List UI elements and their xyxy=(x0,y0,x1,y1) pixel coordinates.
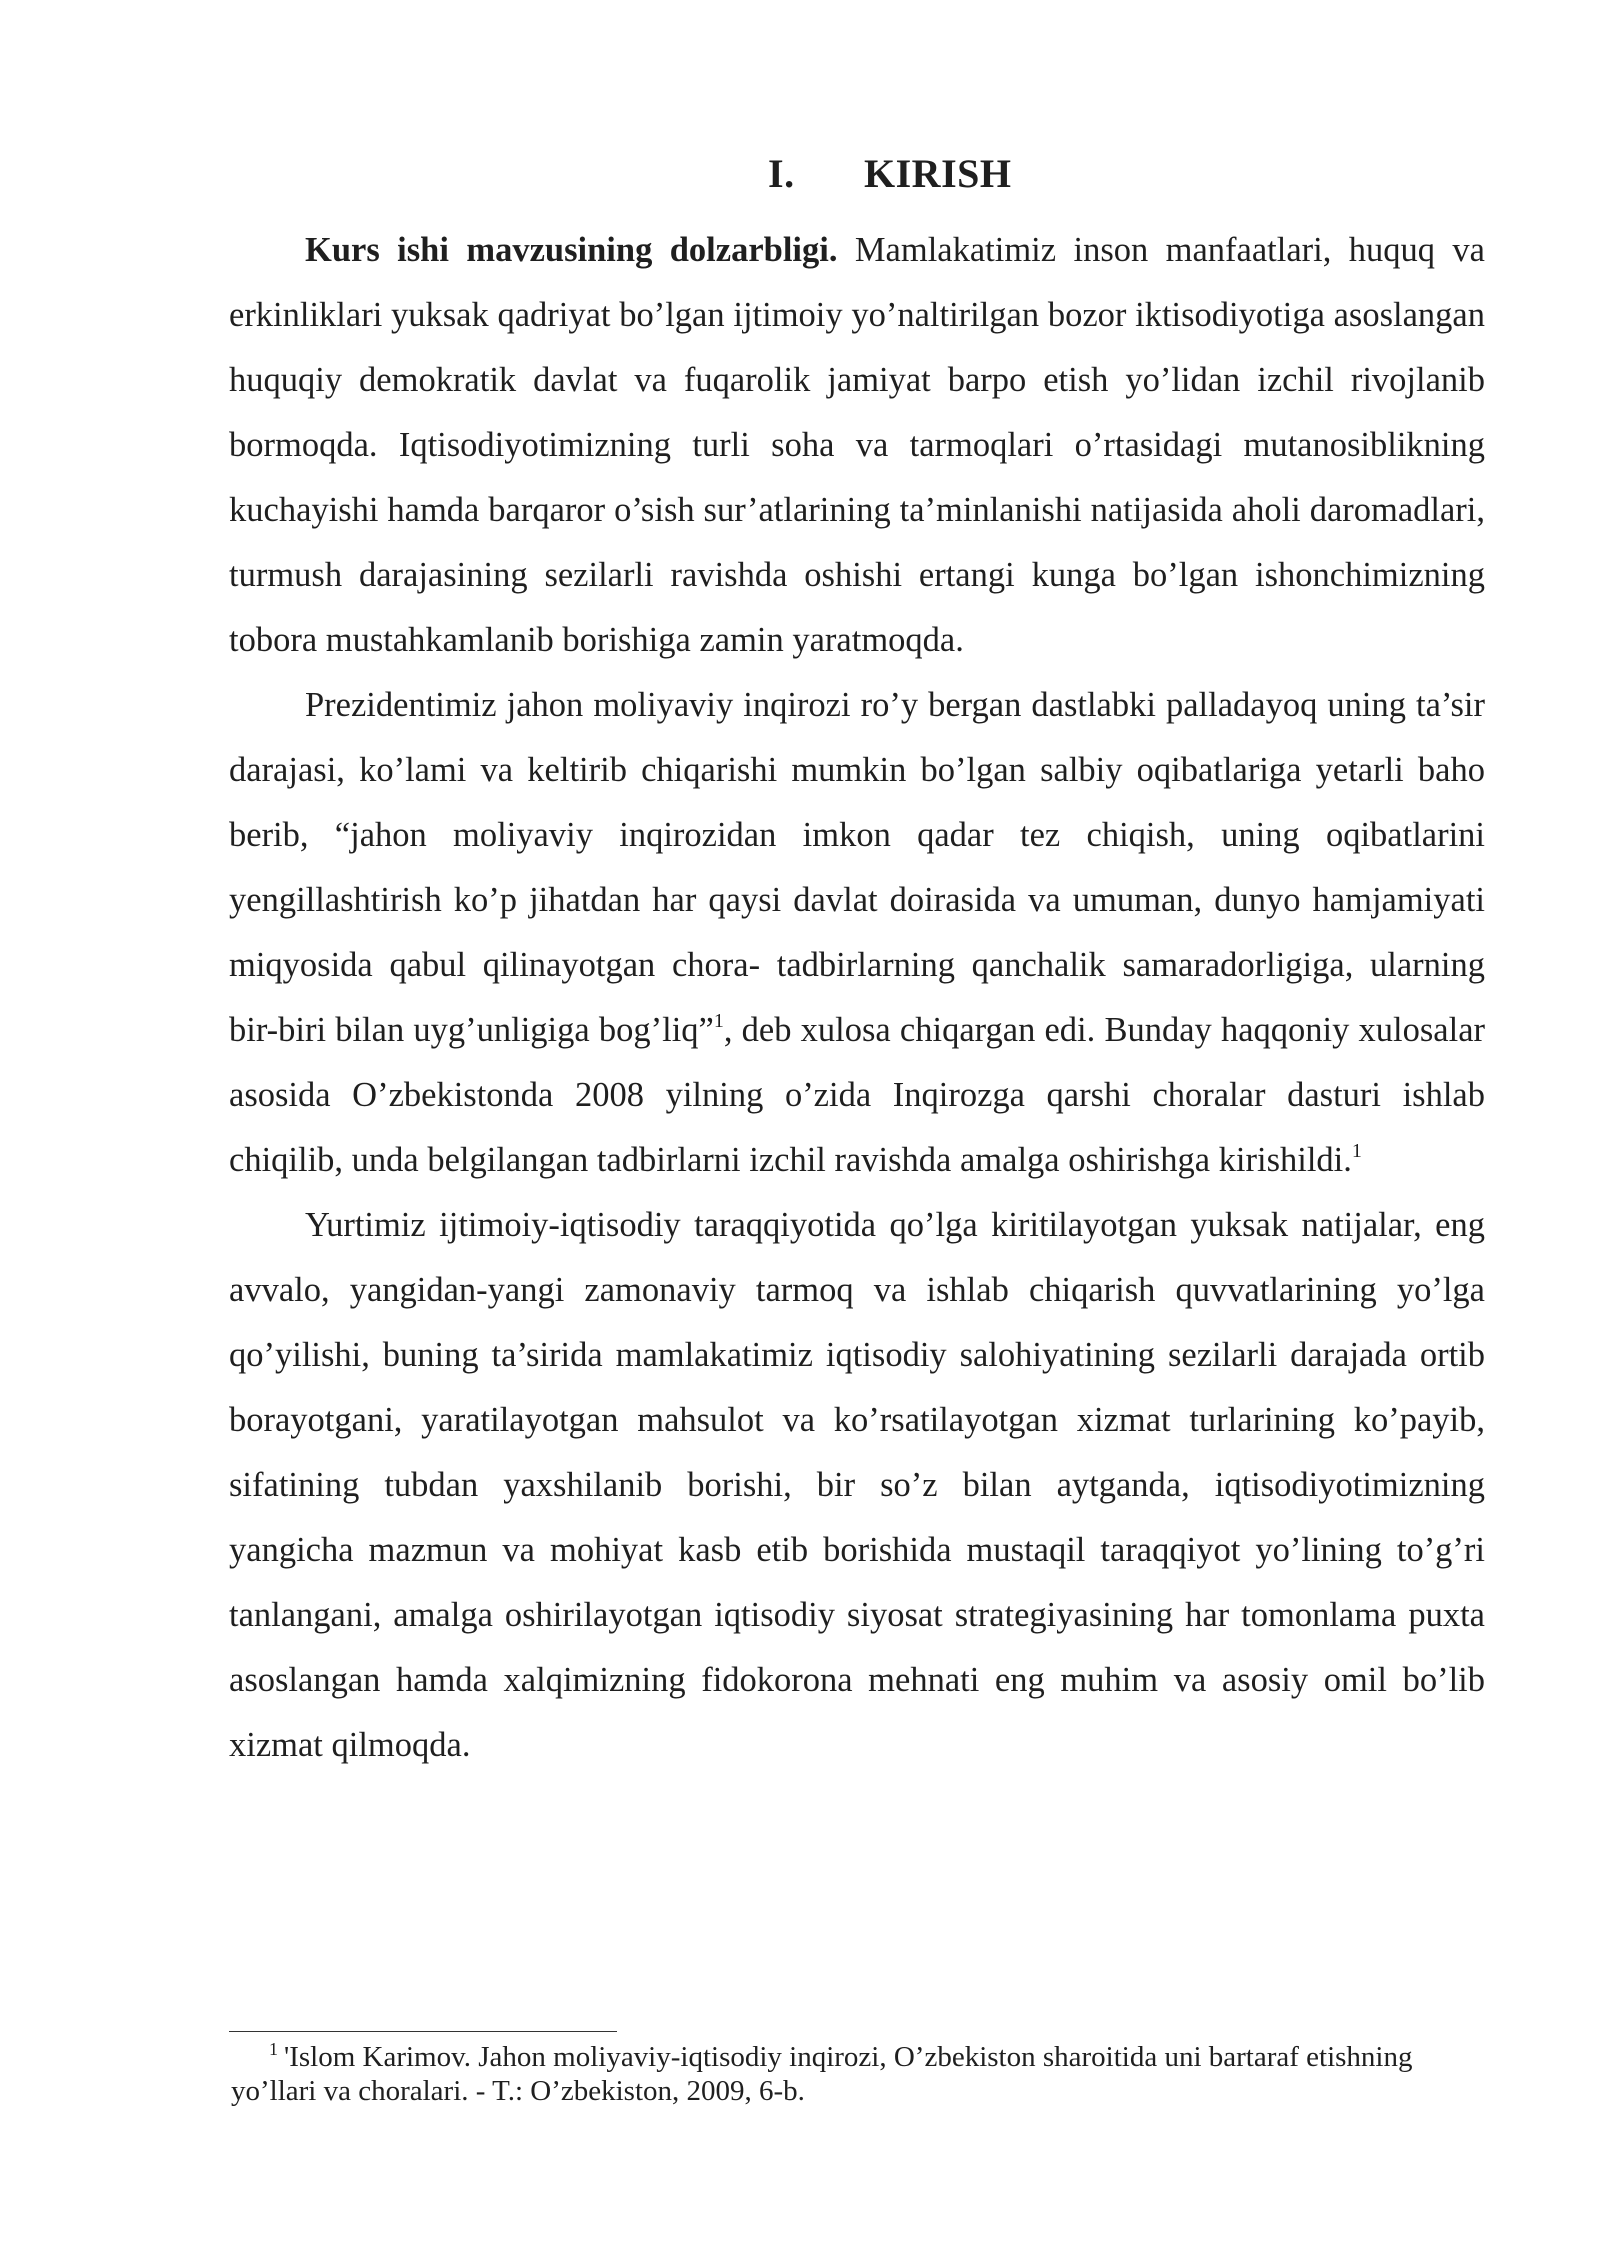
section-number: I. xyxy=(768,151,795,196)
footnote-reference: 1 xyxy=(713,1010,724,1032)
body-text xyxy=(229,218,1485,1778)
paragraph-2-text-a: Prezidentimiz jahon moliyaviy inqirozi ro’y bergan dastlabki palladayoq uning ta’sir darajasi, ko’lami va keltirib chiqarishi mumkin bo’lgan salbiy oqibatlariga yetarli baho berib, “jahon moliyaviy inqirozidan imkon qadar tez chiqish, uning oqibatlarini yengillashtirish ko’p jihatdan har qaysi davlat doirasida va umuman, dunyo hamjamiyati miqyosida qabul qilinayotgan chora- tadbirlarning qanchalik samaradorligiga, ularning bir-biri bilan uyg’unligiga bog’liq” xyxy=(229,686,1485,1049)
footnote xyxy=(231,2040,1485,2108)
paragraph-3: Yurtimiz ijtimoiy-iqtisodiy taraqqiyotida qo’lga kiritilayotgan yuksak natijalar, eng avvalo, yangidan-yangi zamonaviy tarmoq va ishlab chiqarish quvvatlarining yo’lga qo’yilishi, buning ta’sirida mamlakatimiz iqtisodiy salohiyatining sezilarli darajada ortib borayotgani, yaratilayotgan mahsulot va ko’rsatilayotgan xizmat turlarining ko’payib, sifatining tubdan yaxshilanib borishi, bir so’z bilan aytganda, iqtisodiyotimizning yangicha mazmun va mohiyat kasb etib borishida mustaqil taraqqiyot yo’lining to’g’ri tanlangani, amalga oshirilayotgan iqtisodiy siyosat strategiyasining har tomonlama puxta asoslangan hamda xalqimizning fidokorona mehnati eng muhim va asosiy omil bo’lib xizmat qilmoqda. xyxy=(229,1206,1485,1764)
paragraph-2 xyxy=(229,673,1485,1193)
paragraph-1-lead: Kurs ishi mavzusining dolzarbligi. xyxy=(305,231,838,269)
footnote-reference: 1 xyxy=(1351,1140,1362,1162)
section-title: KIRISH xyxy=(864,151,1012,196)
footnote-marker: 1 xyxy=(269,2039,278,2059)
paragraph-1-text: Mamlakatimiz inson manfaatlari, huquq va erkinliklari yuksak qadriyat bo’lgan ijtimoiy yo’naltirilgan bozor iktisodiyotiga asoslangan huquqiy demokratik davlat va fuqarolik jamiyat barpo etish yo’lidan izchil rivojlanib bormoqda. Iqtisodiyotimizning turli soha va tarmoqlari o’rtasidagi mutanosiblikning kuchayishi hamda barqaror o’sish sur’atlarining ta’minlanishi natijasida aholi daromadlari, turmush darajasining sezilarli ravishda oshishi ertangi kunga bo’lgan ishonchimizning tobora mustahkamlanib borishiga zamin yaratmoqda. xyxy=(229,231,1485,659)
footnote-text: 'Islom Karimov. Jahon moliyaviy-iqtisodiy inqirozi, O’zbekiston sharoitida uni bartaraf etishning yo’llari va choralari. - T.: O’zbekiston, 2009, 6-b. xyxy=(231,2041,1413,2107)
paragraph-2-text-b: , deb xulosa chiqargan edi. Bunday haqqoniy xulosalar asosida O’zbekistonda 2008 yilning o’zida Inqirozga qarshi choralar dasturi ishlab chiqilib, unda belgilangan tadbirlarni izchil ravishda amalga oshirishga kirishildi. xyxy=(229,1011,1486,1179)
footnote-separator xyxy=(229,2031,617,2032)
footnote-text-line xyxy=(231,2040,1485,2108)
paragraph-1 xyxy=(229,218,1485,673)
